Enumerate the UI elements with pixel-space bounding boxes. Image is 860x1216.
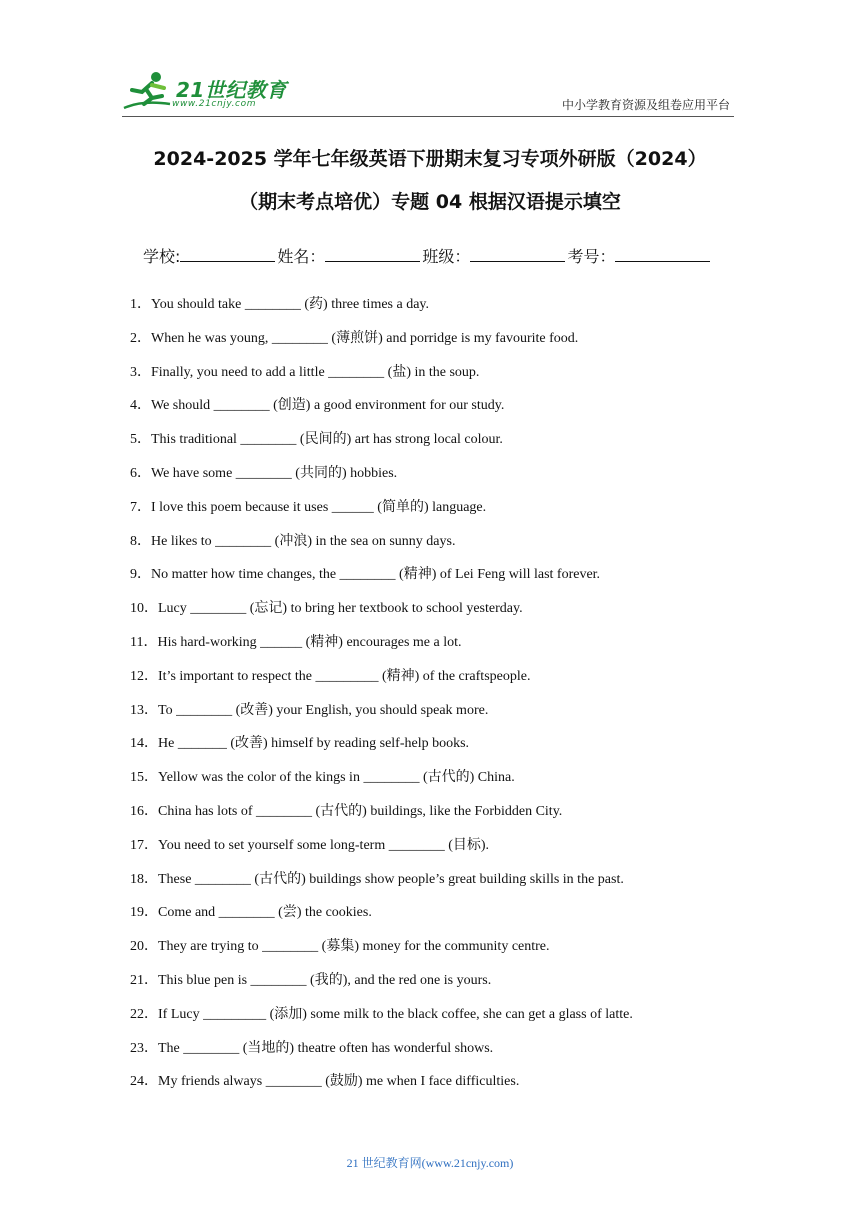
question-item: 14．He _______ (改善) himself by reading self-help books. — [130, 736, 470, 752]
runner-icon — [122, 70, 174, 112]
logo-text: 21世纪教育 — [176, 78, 287, 102]
school-label: 学校: — [143, 247, 181, 266]
question-item: 15．Yellow was the color of the kings in ________ (古代的) China. — [130, 770, 515, 786]
footer-link[interactable]: 21 世纪教育网(www.21cnjy.com) — [346, 1156, 514, 1170]
question-item: 22．If Lucy _________ (添加) some milk to the black coffee, she can get a glass of latte. — [130, 1006, 633, 1022]
question-item: 1．You should take ________ (药) three times a day. — [130, 297, 430, 312]
school-blank — [180, 246, 275, 262]
question-item: 12．It’s important to respect the _________ (精神) of the craftspeople. — [130, 668, 531, 684]
name-blank — [325, 246, 420, 262]
page-title: 2024-2025 学年七年级英语下册期末复习专项外研版（2024） — [153, 148, 707, 170]
question-item: 18．These ________ (古代的) buildings show people’s great building skills in the past. — [130, 871, 624, 887]
question-item: 2．When he was young, ________ (薄煎饼) and porridge is my favourite food. — [130, 330, 579, 346]
site-logo — [122, 70, 292, 115]
question-item: 8．He likes to ________ (冲浪) in the sea on sunny days. — [130, 533, 456, 549]
question-list — [130, 295, 750, 1106]
class-blank — [470, 246, 565, 262]
question-item: 7．I love this poem because it uses ______ (简单的) language. — [130, 499, 487, 515]
question-item: 19．Come and ________ (尝) the cookies. — [130, 905, 372, 921]
exam-number-blank — [615, 246, 710, 262]
question-item: 17．You need to set yourself some long-term ________ (目标). — [130, 837, 490, 853]
exam-number-label: 考号： — [567, 247, 616, 266]
question-item: 11．His hard-working ______ (精神) encourages me a lot. — [130, 634, 462, 650]
header-divider — [122, 116, 734, 117]
page-subtitle: （期末考点培优）专题 04 根据汉语提示填空 — [239, 191, 621, 213]
question-item: 21．This blue pen is ________ (我的), and the red one is yours. — [130, 972, 492, 988]
question-item: 20．They are trying to ________ (募集) money for the community centre. — [130, 939, 550, 955]
question-item: 13．To ________ (改善) your English, you should speak more. — [130, 702, 489, 718]
question-item: 4．We should ________ (创造) a good environment for our study. — [130, 398, 505, 414]
question-item: 24．My friends always ________ (鼓励) me when I face difficulties. — [130, 1074, 520, 1090]
question-item: 23．The ________ (当地的) theatre often has wonderful shows. — [130, 1040, 494, 1056]
name-label: 姓名： — [277, 247, 326, 266]
question-item: 5．This traditional ________ (民间的) art has strong local colour. — [130, 432, 503, 448]
question-item: 6．We have some ________ (共同的) hobbies. — [130, 465, 398, 481]
logo-url: www.21cnjy.com — [172, 99, 257, 109]
class-label: 班级： — [422, 247, 471, 266]
question-item: 10．Lucy ________ (忘记) to bring her textbook to school yesterday. — [130, 601, 523, 617]
question-item: 9．No matter how time changes, the ________ (精神) of Lei Feng will last forever. — [130, 567, 601, 583]
student-info-row — [143, 244, 712, 267]
question-item: 16．China has lots of ________ (古代的) buildings, like the Forbidden City. — [130, 803, 563, 819]
question-item: 3．Finally, you need to add a little ________ (盐) in the soup. — [130, 364, 480, 380]
platform-name: 中小学教育资源及组卷应用平台 — [561, 98, 730, 112]
